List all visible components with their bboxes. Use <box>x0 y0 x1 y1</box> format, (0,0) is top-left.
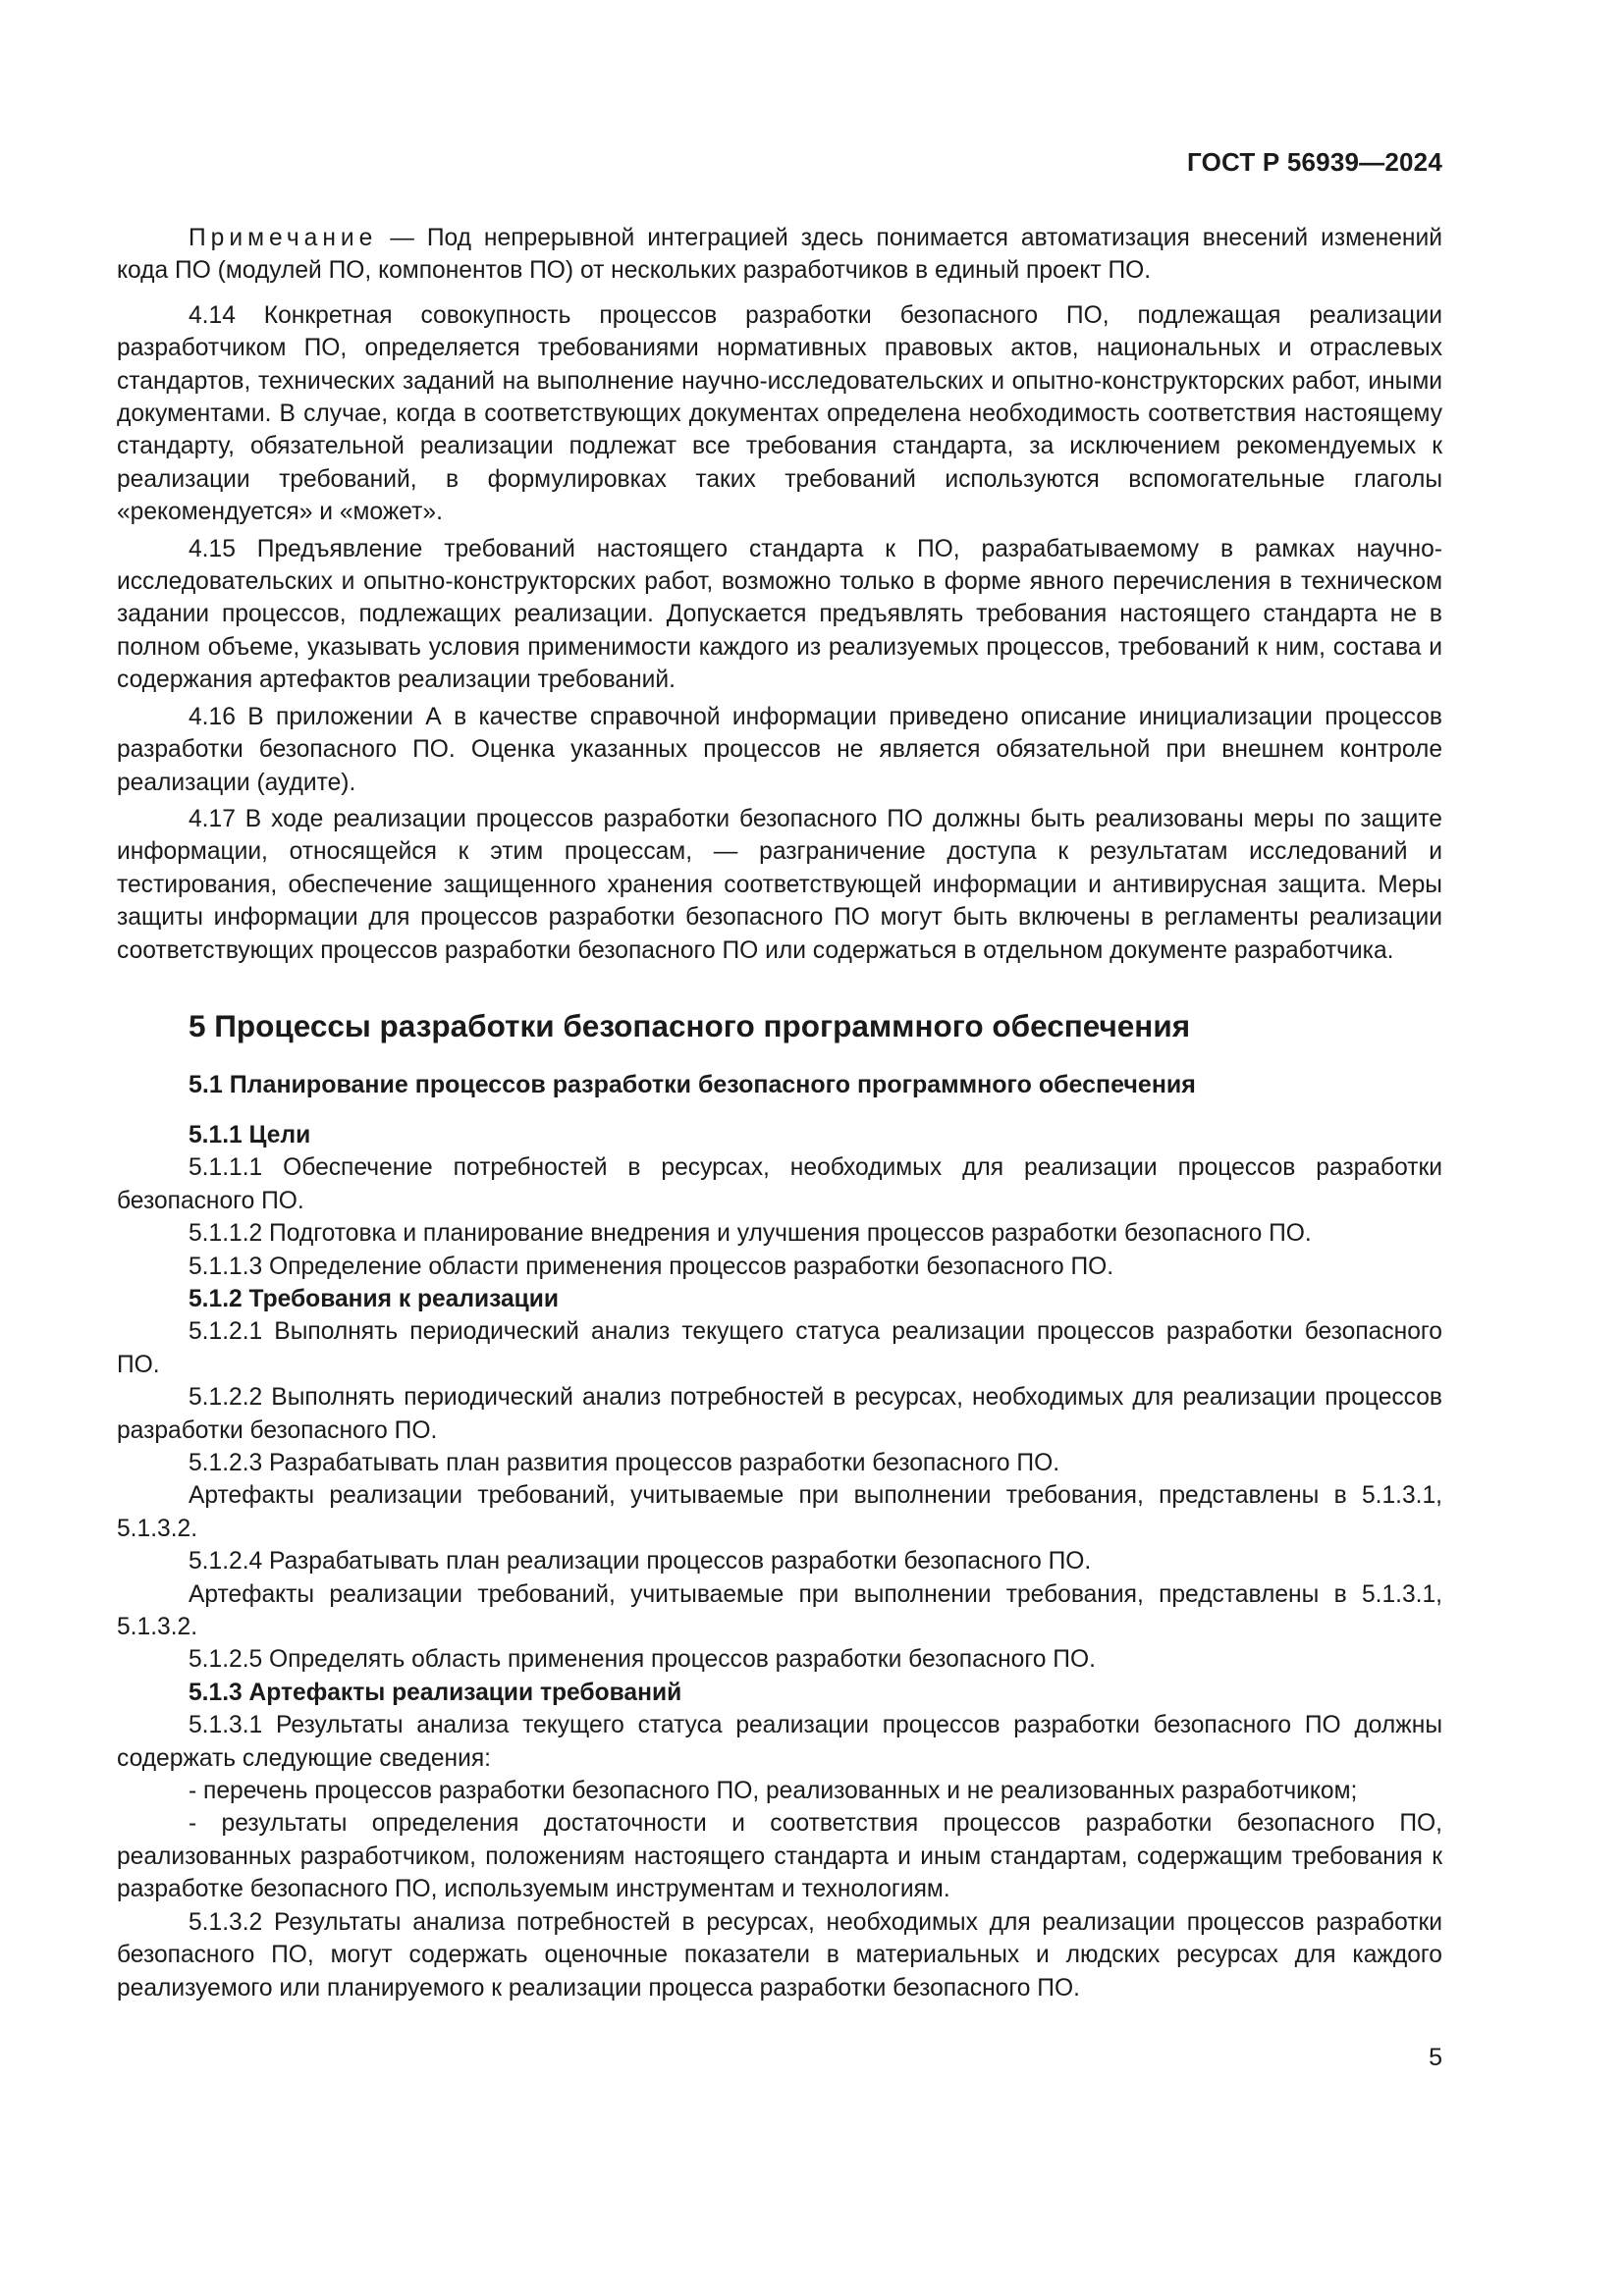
paragraph-5-1-1-3: 5.1.1.3 Определение области применения процессов разработки безопасного ПО. <box>189 1253 1114 1280</box>
note-label: Примечание <box>189 225 378 251</box>
document-id: ГОСТ Р 56939—2024 <box>1187 147 1442 177</box>
page-number: 5 <box>1429 2044 1442 2071</box>
paragraph-5-1-2-4: 5.1.2.4 Разрабатывать план реализации процессов разработки безопасного ПО. <box>189 1548 1092 1575</box>
document-body <box>117 222 1442 2004</box>
list-item-bullet-2: - результаты определения достаточности и соответствия процессов разработки безопасного ПО, реализованных разработчиком, положениям настоящего стандарта и иным стандартам, содержащим требования к разработке безопасного ПО, используемым инструментам и технологиям. <box>117 1810 1442 1903</box>
paragraph-4-14: 4.14 Конкретная совокупность процессов разработки безопасного ПО, подлежащая реализации разработчиком ПО, определяется требованиями нормативных правовых актов, национальных и отраслевых стандартов, технических заданий на выполнение научно-исследовательских и опытно-конструкторских работ, иными документами. В случае, когда в соответствующих документах определена необходимость соответствия настоящему стандарту, обязательной реализации подлежат все требования стандарта, за исключением рекомендуемых к реализации требований, в формулировках таких требований используются вспомогательные глаголы «рекомендуется» и «может». <box>117 301 1442 526</box>
list-item-bullet-1: - перечень процессов разработки безопасного ПО, реализованных и не реализованных разработчиком; <box>189 1778 1358 1805</box>
paragraph-5-1-3-1: 5.1.3.1 Результаты анализа текущего статуса реализации процессов разработки безопасного ПО должны содержать следующие сведения: <box>117 1712 1442 1772</box>
paragraph-5-1-2-2: 5.1.2.2 Выполнять периодический анализ потребностей в ресурсах, необходимых для реализации процессов разработки безопасного ПО. <box>117 1384 1442 1444</box>
paragraph-5-1-2-3: 5.1.2.3 Разрабатывать план развития процессов разработки безопасного ПО. <box>189 1450 1060 1476</box>
note-text: — Под непрерывной интеграцией здесь понимается автоматизация внесений изменений кода ПО (модулей ПО, компонентов ПО) от нескольких разработчиков в единый проект ПО. <box>117 225 1442 285</box>
paragraph-5-1-2-1: 5.1.2.1 Выполнять периодический анализ текущего статуса реализации процессов разработки безопасного ПО. <box>117 1318 1442 1378</box>
note-paragraph <box>117 222 1442 288</box>
paragraph-5-1-1-2: 5.1.1.2 Подготовка и планирование внедрения и улучшения процессов разработки безопасного ПО. <box>189 1220 1312 1248</box>
paragraph-5-1-3-2: 5.1.3.2 Результаты анализа потребностей в ресурсах, необходимых для реализации процессов разработки безопасного ПО, могут содержать оценочные показатели в материальных и людских ресурсах для каждого реализуемого или планируемого к реализации процесса разработки безопасного ПО. <box>117 1908 1442 2002</box>
paragraph-4-16: 4.16 В приложении А в качестве справочной информации приведено описание инициализации процессов разработки безопасного ПО. Оценка указанных процессов не является обязательной при внешнем контроле реализации (аудите). <box>117 703 1442 796</box>
paragraph-5-1-2-3-artifacts: Артефакты реализации требований, учитываемые при выполнении требования, представлены в 5.1.3.1, 5.1.3.2. <box>117 1482 1442 1542</box>
paragraph-4-17: 4.17 В ходе реализации процессов разработки безопасного ПО должны быть реализованы меры по защите информации, относящейся к этим процессам, — разграничение доступа к результатам исследований и тестирования, обеспечение защищенного хранения соответствующей информации и антивирусная защита. Меры защиты информации для процессов разработки безопасного ПО могут быть включены в регламенты реализации соответствующих процессов разработки безопасного ПО или содержаться в отдельном документе разработчика. <box>117 805 1442 964</box>
heading-5-1-3: 5.1.3 Артефакты реализации требований <box>189 1679 682 1706</box>
heading-5-1-1: 5.1.1 Цели <box>189 1121 311 1148</box>
section-5-heading: 5 Процессы разработки безопасного программного обеспечения <box>189 1007 1191 1043</box>
paragraph-5-1-2-5: 5.1.2.5 Определять область применения процессов разработки безопасного ПО. <box>189 1646 1096 1674</box>
heading-5-1-2: 5.1.2 Требования к реализации <box>189 1285 560 1312</box>
paragraph-4-15: 4.15 Предъявление требований настоящего стандарта к ПО, разрабатываемому в рамках научно-исследовательских и опытно-конструкторских работ, возможно только в форме явного перечисления в техническом задании процессов, подлежащих реализации. Допускается предъявлять требования настоящего стандарта не в полном объеме, указывать условия применимости каждого из реализуемых процессов, требований к ним, состава и содержания артефактов реализации требований. <box>117 535 1442 694</box>
paragraph-5-1-2-4-artifacts: Артефакты реализации требований, учитываемые при выполнении требования, представлены в 5.1.3.1, 5.1.3.2. <box>117 1580 1442 1641</box>
paragraph-5-1-1-1: 5.1.1.1 Обеспечение потребностей в ресурсах, необходимых для реализации процессов разработки безопасного ПО. <box>117 1154 1442 1214</box>
subsection-5-1-heading: 5.1 Планирование процессов разработки безопасного программного обеспечения <box>189 1070 1196 1098</box>
